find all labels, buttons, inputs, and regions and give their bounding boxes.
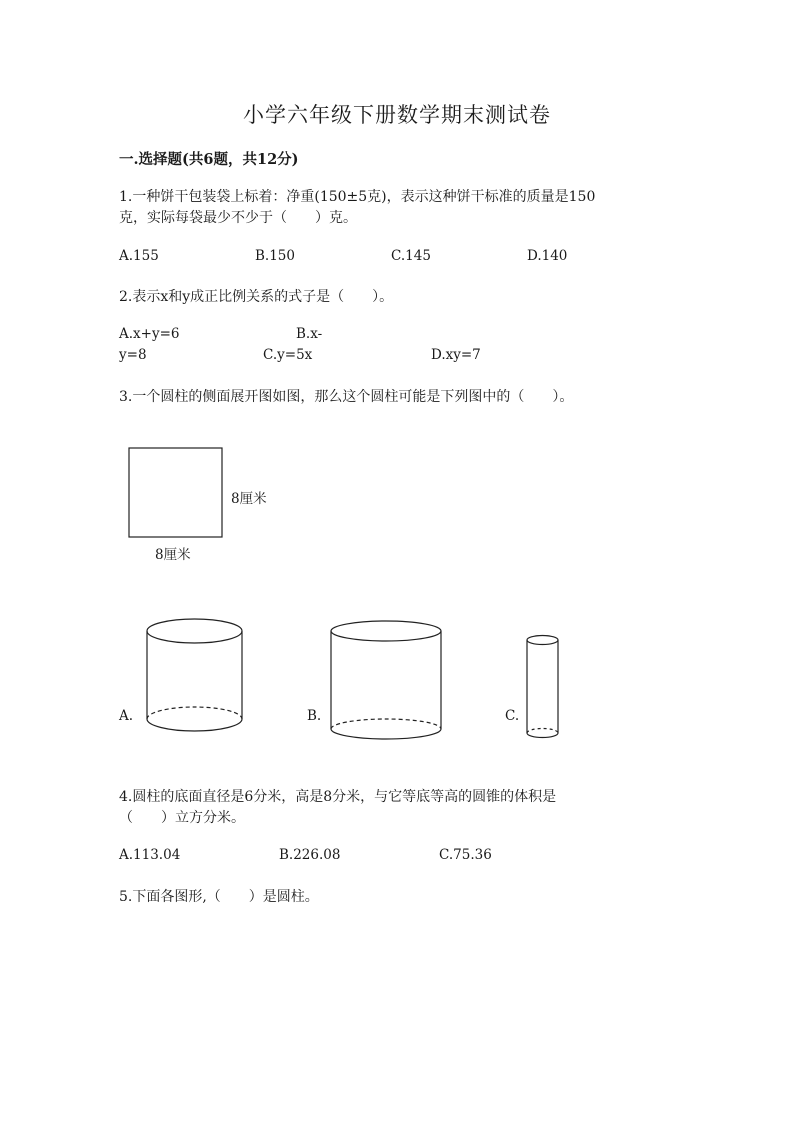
q1-option-c[interactable]: C.145 (391, 248, 431, 264)
q2-option-b-part-2[interactable]: y=8 (119, 347, 147, 363)
square-bottom-label: 8厘米 (155, 547, 191, 563)
cylinder-b-label[interactable]: B. (307, 708, 322, 724)
question-4-line-1: 4.圆柱的底面直径是6分米，高是8分米，与它等底等高的圆锥的体积是 (119, 789, 557, 805)
page-title: 小学六年级下册数学期末测试卷 (243, 103, 551, 127)
q4-option-b[interactable]: B.226.08 (279, 847, 341, 863)
question-1-line-1: 1.一种饼干包装袋上标着：净重(150±5克)，表示这种饼干标准的质量是150 (119, 189, 596, 205)
q2-option-b-part-1[interactable]: B.x- (296, 326, 323, 342)
question-2-text: 2.表示x和y成正比例关系的式子是（ ）。 (119, 289, 394, 305)
q1-option-a[interactable]: A.155 (119, 248, 159, 264)
q2-option-d[interactable]: D.xy=7 (431, 347, 481, 363)
question-5-text: 5.下面各图形,（ ）是圆柱。 (119, 889, 319, 905)
cylinder-a (147, 619, 242, 731)
cylinder-a-label[interactable]: A. (119, 708, 134, 724)
question-1-line-2: 克，实际每袋最少不少于（ ）克。 (119, 210, 357, 226)
q4-option-a[interactable]: A.113.04 (119, 847, 181, 863)
question-3-text: 3.一个圆柱的侧面展开图如图，那么这个圆柱可能是下列图中的（ ）。 (119, 389, 574, 405)
cylinder-c (527, 636, 558, 738)
q1-option-b[interactable]: B.150 (255, 248, 295, 264)
section-heading: 一.选择题(共6题，共12分) (119, 151, 299, 168)
square-side-label: 8厘米 (231, 491, 267, 507)
q1-option-d[interactable]: D.140 (527, 248, 568, 264)
cylinder-b (331, 621, 441, 739)
q4-option-c[interactable]: C.75.36 (439, 847, 492, 863)
cylinder-c-label[interactable]: C. (505, 708, 520, 724)
q2-option-c[interactable]: C.y=5x (263, 347, 313, 363)
question-4-line-2: （ ）立方分米。 (119, 810, 245, 826)
q2-option-a[interactable]: A.x+y=6 (119, 326, 180, 342)
